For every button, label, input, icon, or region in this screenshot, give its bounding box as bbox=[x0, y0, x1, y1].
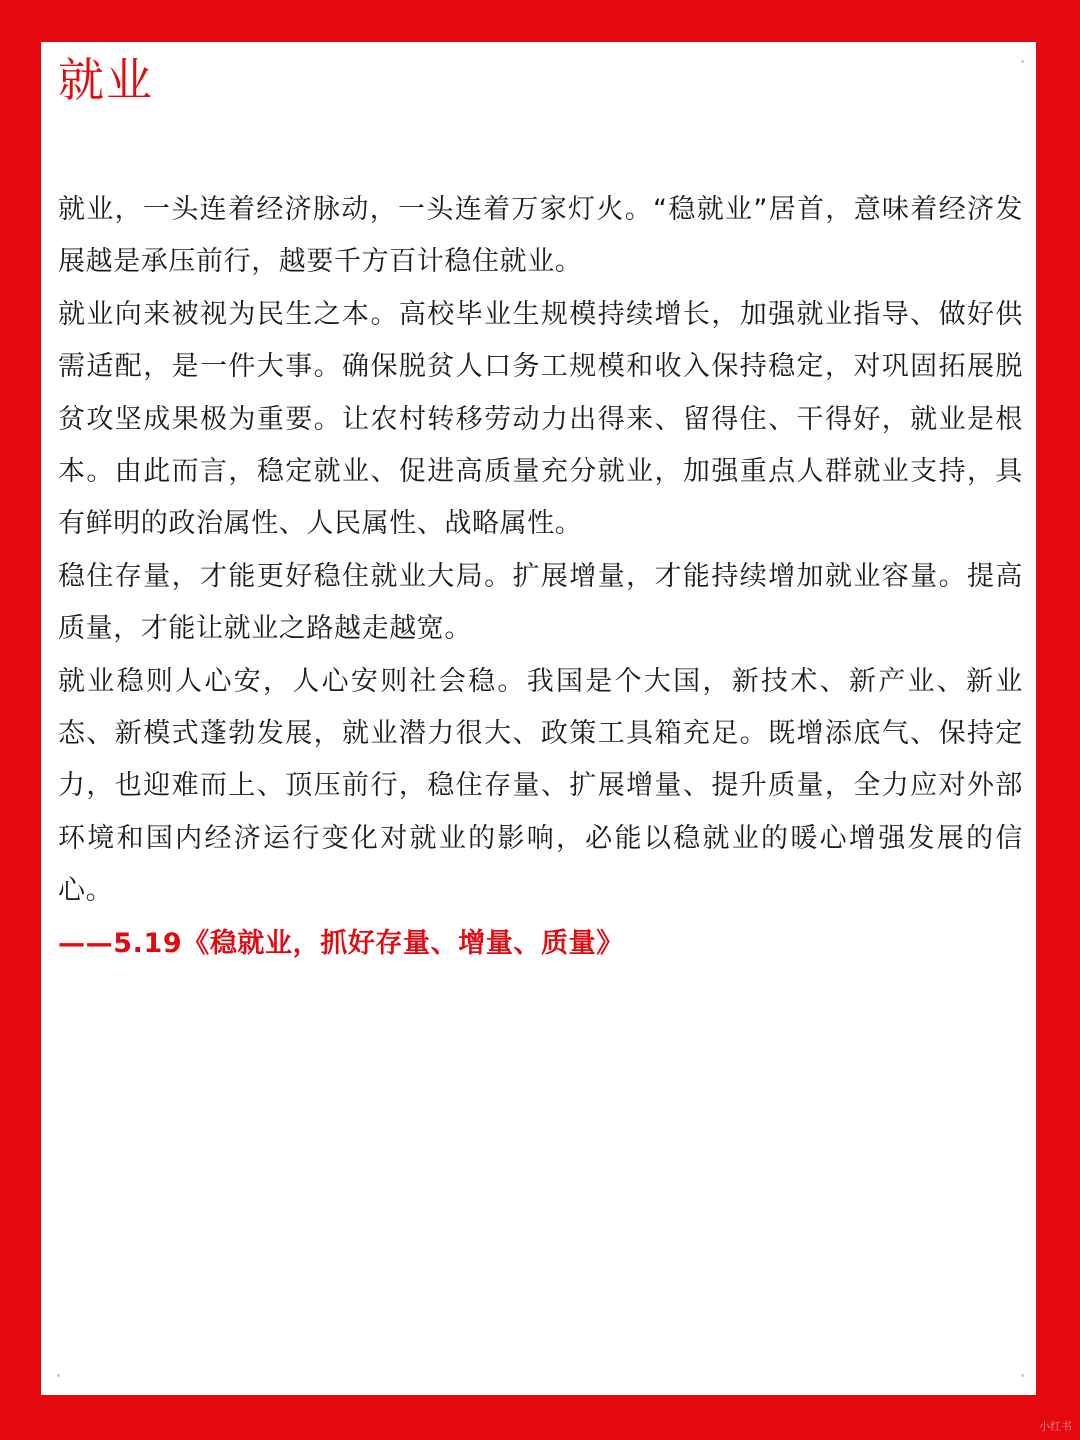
paragraph-4: 就业稳则人心安，人心安则社会稳。我国是个大国，新技术、新产业、新业态、新模式蓬勃发展，就业潜力很大、政策工具箱充足。既增添底气、保持定力，也迎难而上、顶压前行，稳住存量、扩展增量、提升质量，全力应对外部环境和国内经济运行变化对就业的影响，必能以稳就业的暖心增强发展的信心。 bbox=[58, 665, 1023, 907]
corner-mark-bottom-right bbox=[1021, 1374, 1024, 1377]
content-card bbox=[41, 42, 1036, 1395]
paragraph-1: 就业，一头连着经济脉动，一头连着万家灯火。“稳就业”居首，意味着经济发展越是承压前行，越要千方百计稳住就业。 bbox=[58, 194, 1023, 278]
corner-mark-top-right bbox=[1021, 60, 1024, 63]
page-title: 就业 bbox=[58, 53, 154, 107]
corner-mark-bottom-left bbox=[57, 1374, 60, 1377]
article-body bbox=[58, 184, 1023, 970]
paragraph-2: 就业向来被视为民生之本。高校毕业生规模持续增长，加强就业指导、做好供需适配，是一件大事。确保脱贫人口务工规模和收入保持稳定，对巩固拓展脱贫攻坚成果极为重要。让农村转移劳动力出得来、留得住、干得好，就业是根本。由此而言，稳定就业、促进高质量充分就业，加强重点人群就业支持，具有鲜明的政治属性、人民属性、战略属性。 bbox=[58, 298, 1023, 540]
source-citation: ——5.19《稳就业，抓好存量、增量、质量》 bbox=[58, 927, 624, 959]
paragraph-3: 稳住存量，才能更好稳住就业大局。扩展增量，才能持续增加就业容量。提高质量，才能让就业之路越走越宽。 bbox=[58, 560, 1023, 645]
watermark: 小红书 bbox=[1039, 1420, 1072, 1433]
